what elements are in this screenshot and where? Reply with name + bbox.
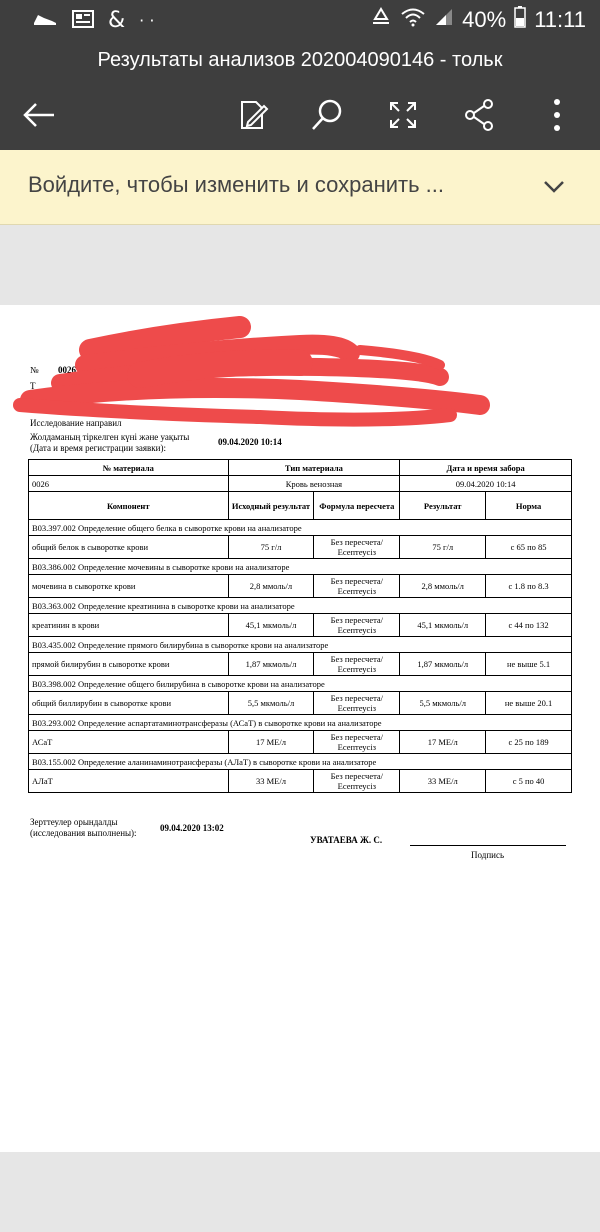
viewer-toolbar (0, 80, 600, 150)
done-label-ru: (исследования выполнены): (30, 828, 137, 838)
signature-label: Подпись (471, 850, 505, 860)
formula-line-2: Есептеусіз (337, 586, 377, 596)
formula-line-1: Без пересчета/ (330, 615, 384, 625)
search-icon (310, 98, 344, 132)
page-gap (0, 1152, 600, 1232)
raw-result-header: Исходный результат (228, 492, 314, 520)
formula-line-1: Без пересчета/ (330, 693, 384, 703)
results-table (28, 459, 572, 793)
result-row (29, 731, 572, 754)
formula-line-1: Без пересчета/ (330, 771, 384, 781)
wifi-icon (400, 7, 426, 33)
number-value: 0026 (58, 365, 76, 375)
test-group-row (29, 715, 572, 731)
edit-icon (236, 98, 270, 132)
signer-name: УВАТАЕВА Ж. С. (310, 835, 383, 845)
formula-line-2: Есептеусіз (337, 664, 377, 674)
reference-norm: с 25 по 189 (486, 731, 572, 754)
sneaker-icon (32, 9, 58, 33)
formula-cell (314, 536, 400, 559)
raw-result: 75 г/л (228, 536, 314, 559)
reference-norm: не выше 5.1 (486, 653, 572, 676)
material-type-header: Тип материала (228, 460, 400, 476)
reference-norm: с 65 по 85 (486, 536, 572, 559)
signal-icon (434, 7, 454, 33)
formula-header: Формула пересчета (314, 492, 400, 520)
test-group-row (29, 598, 572, 614)
test-group-row (29, 676, 572, 692)
formula-line-1: Без пересчета/ (330, 576, 384, 586)
reference-norm: с 44 по 132 (486, 614, 572, 637)
signature-line (410, 845, 566, 846)
result-row (29, 536, 572, 559)
formula-line-1: Без пересчета/ (330, 654, 384, 664)
formula-line-2: Есептеусіз (337, 547, 377, 557)
material-row (29, 476, 572, 492)
share-icon (462, 98, 496, 132)
result-header: Результат (400, 492, 486, 520)
birth-date-label: Туған күні (30, 401, 71, 411)
material-header-row (29, 460, 572, 476)
redaction-scribble (0, 305, 600, 445)
test-group-row (29, 520, 572, 536)
formula-line-2: Есептеусіз (337, 742, 377, 752)
reference-norm: не выше 20.1 (486, 692, 572, 715)
formula-cell (314, 692, 400, 715)
clock: 11:11 (534, 7, 586, 32)
component-name: креатинин в крови (29, 614, 229, 637)
result-row (29, 653, 572, 676)
more-vertical-icon (552, 98, 562, 132)
fullscreen-icon (388, 100, 418, 130)
fullscreen-button[interactable] (380, 92, 426, 138)
status-bar (0, 0, 600, 40)
material-number: 0026 (29, 476, 229, 492)
t-label: Т (30, 381, 36, 391)
result-row (29, 770, 572, 793)
document-page[interactable] (0, 305, 600, 1152)
news-icon (72, 9, 94, 33)
component-name: мочевина в сыворотке крови (29, 575, 229, 598)
formula-line-1: Без пересчета/ (330, 732, 384, 742)
result-row (29, 575, 572, 598)
raw-result: 45,1 мкмоль/л (228, 614, 314, 637)
formula-line-1: Без пересчета/ (330, 537, 384, 547)
number-label: № (30, 365, 39, 375)
edit-button[interactable] (230, 92, 276, 138)
final-result: 33 МЕ/л (400, 770, 486, 793)
more-dots-icon: · · (139, 11, 155, 30)
component-header: Компонент (29, 492, 229, 520)
search-button[interactable] (304, 92, 350, 138)
back-arrow-icon (22, 102, 56, 128)
registration-datetime: 09.04.2020 10:14 (218, 437, 282, 447)
battery-icon (514, 6, 526, 34)
component-name: общий биллирубин в сыворотке крови (29, 692, 229, 715)
registration-label-ru: (Дата и время регистрации заявки): (30, 443, 166, 453)
referral-label: Исследование направил (30, 418, 122, 428)
material-number-header: № материала (29, 460, 229, 476)
component-name: прямой билирубин в сыворотке крови (29, 653, 229, 676)
more-options-button[interactable] (534, 92, 580, 138)
document-title: Результаты анализов 202004090146 - тольк (0, 40, 600, 80)
raw-result: 1,87 мкмоль/л (228, 653, 314, 676)
test-group-title: B03.398.002 Определение общего билирубина в сыворотке крови на анализаторе (29, 676, 572, 692)
component-name: АЛаТ (29, 770, 229, 793)
formula-cell (314, 575, 400, 598)
component-name: АСаТ (29, 731, 229, 754)
formula-line-2: Есептеусіз (337, 781, 377, 791)
collection-date-header: Дата и время забора (400, 460, 572, 476)
formula-line-2: Есептеусіз (337, 625, 377, 635)
collection-date: 09.04.2020 10:14 (400, 476, 572, 492)
formula-cell (314, 614, 400, 637)
test-group-row (29, 754, 572, 770)
share-button[interactable] (456, 92, 502, 138)
final-result: 45,1 мкмоль/л (400, 614, 486, 637)
results-header-row (29, 492, 572, 520)
battery-percent: 40% (462, 7, 507, 32)
formula-cell (314, 770, 400, 793)
final-result: 17 МЕ/л (400, 731, 486, 754)
formula-line-2: Есептеусіз (337, 703, 377, 713)
final-result: 2,8 ммоль/л (400, 575, 486, 598)
norm-header: Норма (486, 492, 572, 520)
reference-norm: с 1.8 по 8.3 (486, 575, 572, 598)
raw-result: 5,5 мкмоль/л (228, 692, 314, 715)
component-name: общий белок в сыворотке крови (29, 536, 229, 559)
result-row (29, 614, 572, 637)
formula-cell (314, 731, 400, 754)
formula-cell (314, 653, 400, 676)
back-button[interactable] (16, 92, 62, 138)
test-group-row (29, 559, 572, 575)
raw-result: 17 МЕ/л (228, 731, 314, 754)
test-group-title: B03.363.002 Определение креатинина в сыворотке крови на анализаторе (29, 598, 572, 614)
clinic-name-fragment: рская поли (210, 343, 256, 353)
recycle-icon (370, 7, 392, 33)
result-row (29, 692, 572, 715)
chevron-down-icon[interactable] (540, 174, 568, 202)
done-datetime: 09.04.2020 13:02 (160, 823, 224, 833)
done-label-kz: Зерттеулер орындалды (30, 817, 118, 827)
reference-norm: с 5 по 40 (486, 770, 572, 793)
signin-banner[interactable] (0, 150, 600, 225)
final-result: 75 г/л (400, 536, 486, 559)
registration-label-kz: Жолдаманың тіркелген күні және уақыты (30, 432, 190, 442)
final-result: 1,87 мкмоль/л (400, 653, 486, 676)
raw-result: 33 МЕ/л (228, 770, 314, 793)
ampersand-icon: & (108, 8, 126, 33)
test-group-row (29, 637, 572, 653)
test-group-title: B03.397.002 Определение общего белка в сыворотке крови на анализаторе (29, 520, 572, 536)
material-type: Кровь венозная (228, 476, 400, 492)
raw-result: 2,8 ммоль/л (228, 575, 314, 598)
signin-banner-text: Войдите, чтобы изменить и сохранить ... (28, 172, 445, 197)
final-result: 5,5 мкмоль/л (400, 692, 486, 715)
test-group-title: B03.435.002 Определение прямого билирубина в сыворотке крови на анализаторе (29, 637, 572, 653)
test-group-title: B03.293.002 Определение аспартатаминотрансферазы (АСаТ) в сыворотке крови на анализаторе (29, 715, 572, 731)
test-group-title: B03.386.002 Определение мочевины в сыворотке крови на анализаторе (29, 559, 572, 575)
test-group-title: B03.155.002 Определение аланинаминотрансферазы (АЛаТ) в сыворотке крови на анализаторе (29, 754, 572, 770)
